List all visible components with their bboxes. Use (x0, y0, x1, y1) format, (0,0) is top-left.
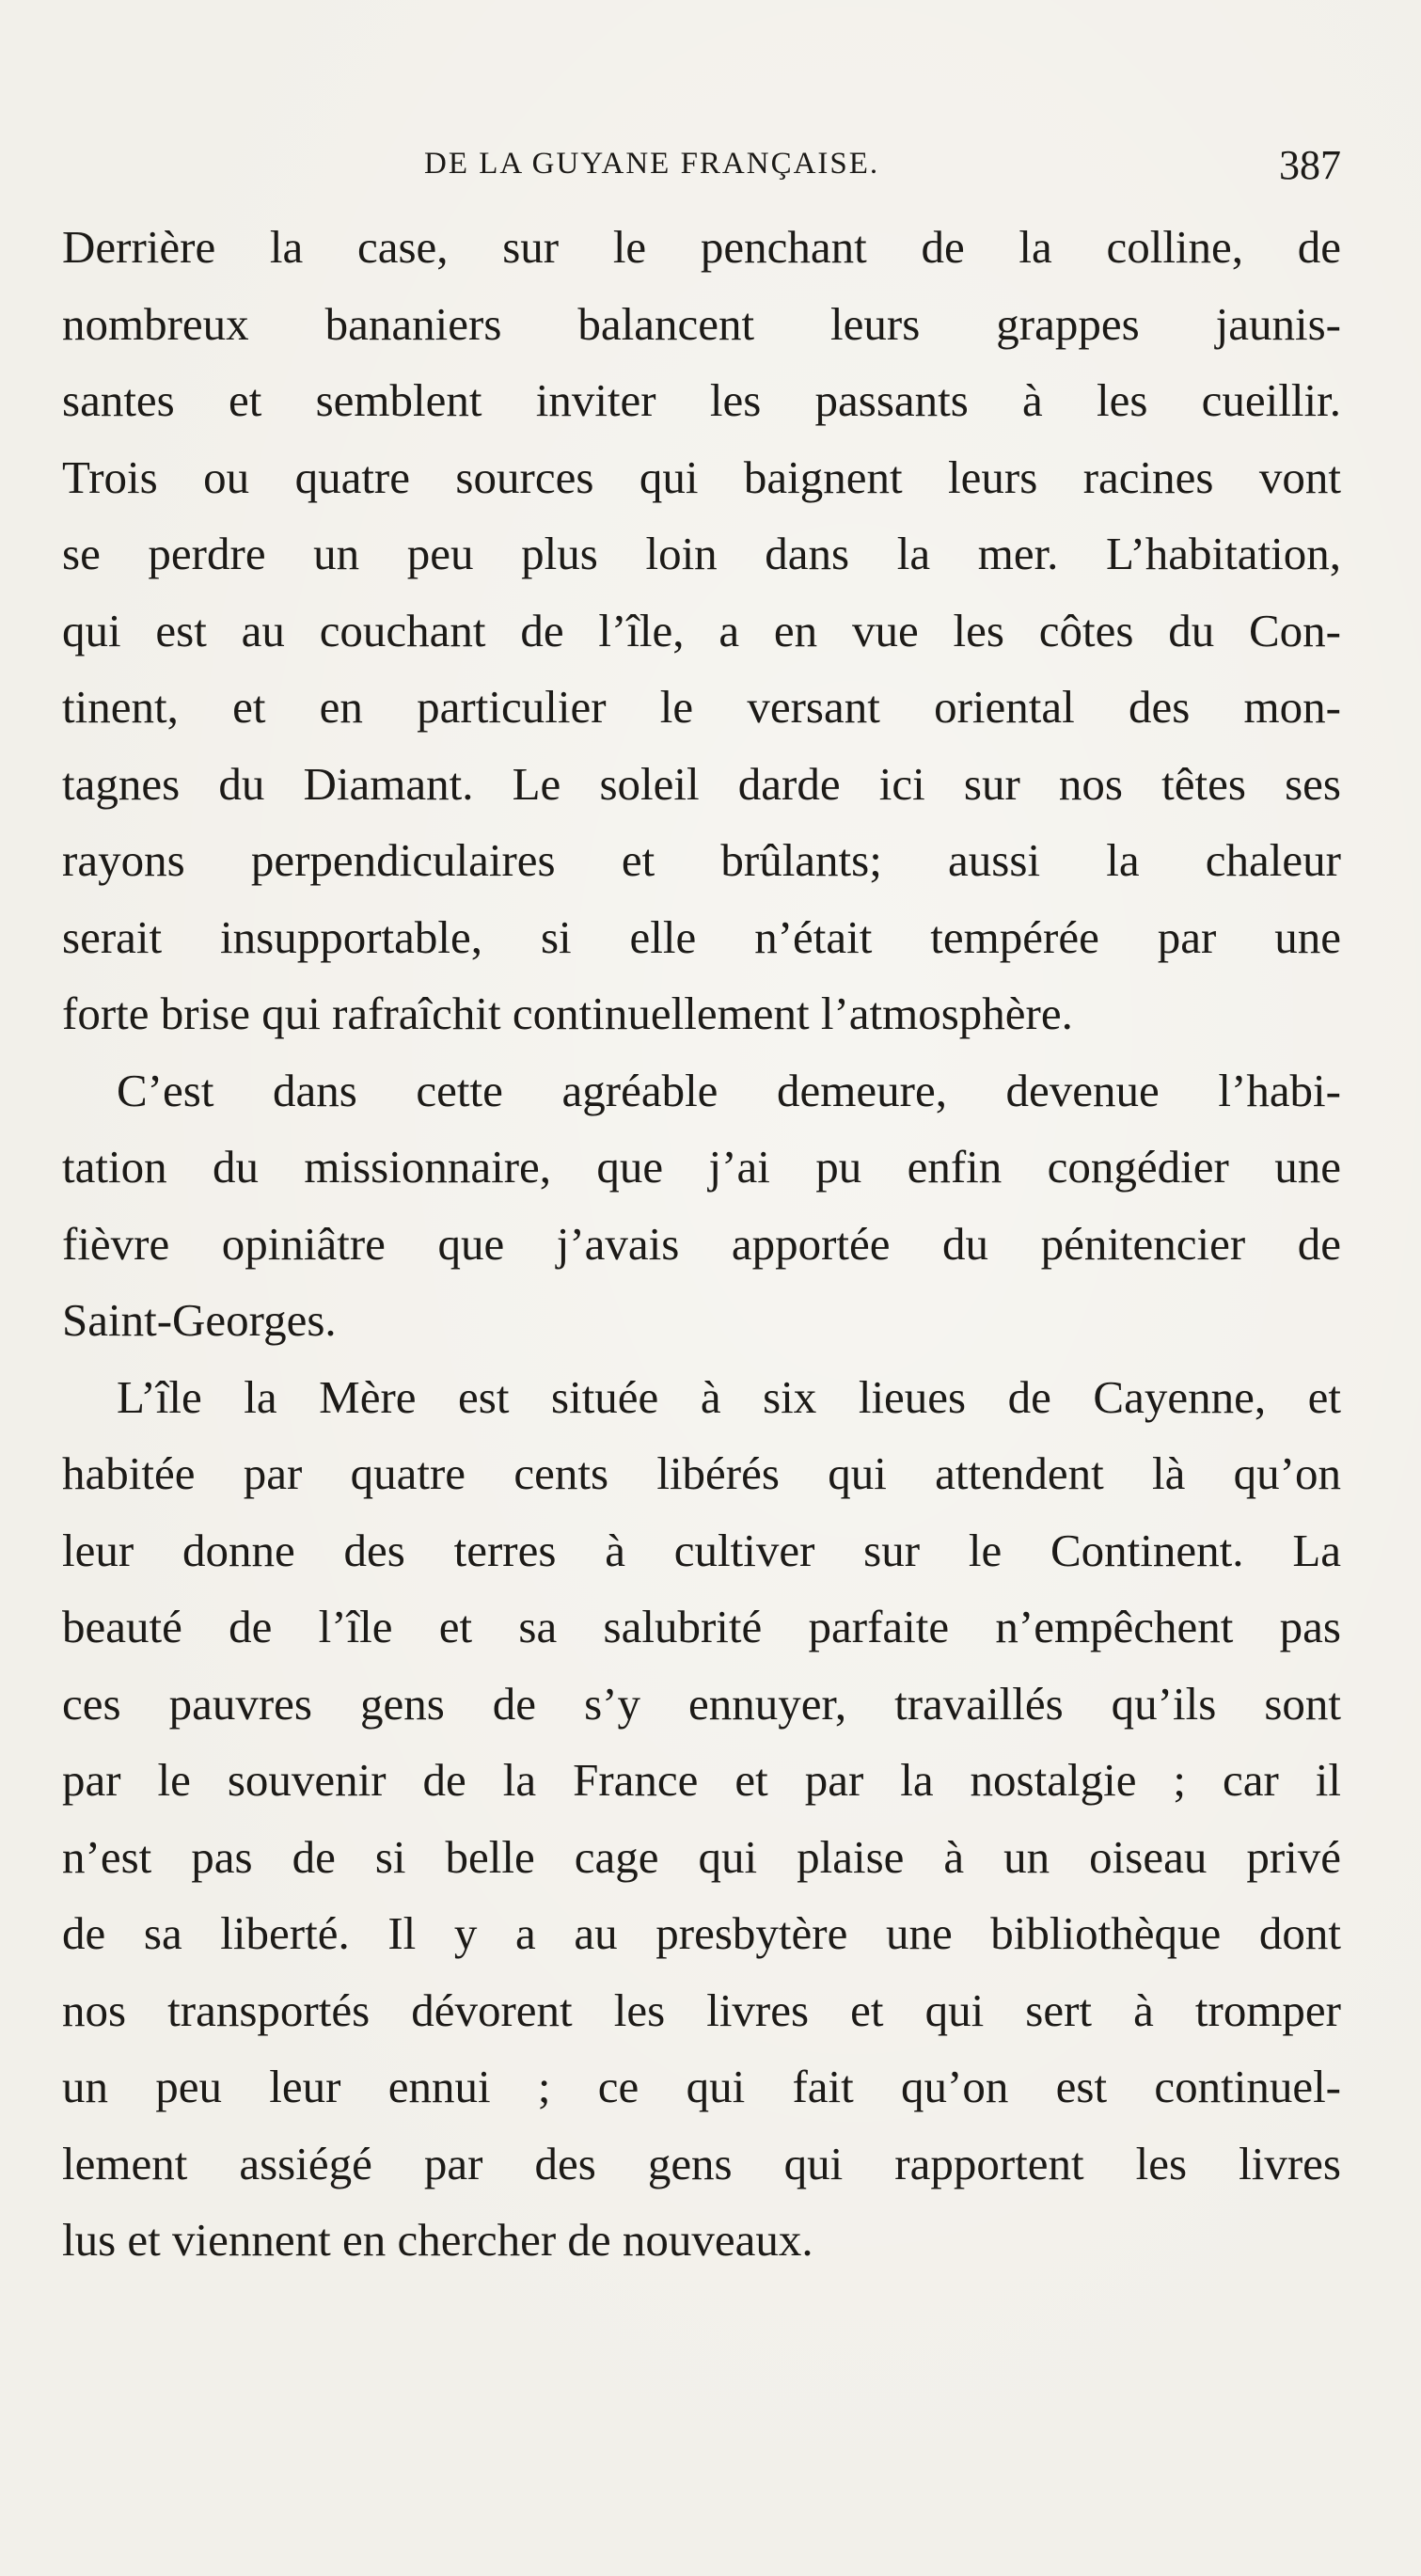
text-line: Saint-Georges. (62, 1294, 337, 1346)
text-line: fièvre opiniâtre que j’avais apportée du pénitencier de (62, 1217, 1341, 1270)
text-line: Derrière la case, sur le penchant de la colline, de (62, 221, 1341, 273)
text-line: lus et viennent en chercher de nouveaux. (62, 2214, 813, 2266)
text-line: tation du missionnaire, que j’ai pu enfin congédier une (62, 1141, 1341, 1193)
text-line: rayons perpendiculaires et brûlants; aussi la chaleur (62, 834, 1341, 886)
text-line: Trois ou quatre sources qui baignent leurs racines vont (62, 450, 1341, 503)
text-line: L’île la Mère est située à six lieues de Cayenne, et (117, 1370, 1341, 1423)
body-text (62, 209, 1341, 2279)
text-line: lement assiégé par des gens qui rapportent les livres (62, 2137, 1341, 2189)
text-line: tinent, et en particulier le versant oriental des mon- (62, 681, 1341, 733)
text-line: beauté de l’île et sa salubrité parfaite n’empêchent pas (62, 1601, 1341, 1652)
text-line: C’est dans cette agréable demeure, devenue l’habi- (117, 1064, 1341, 1116)
text-line: leur donne des terres à cultiver sur le Continent. La (62, 1524, 1341, 1576)
page-number: 387 (1279, 142, 1341, 188)
text-line: n’est pas de si belle cage qui plaise à un oiseau privé (62, 1830, 1341, 1883)
running-head: DE LA GUYANE FRANÇAISE. (424, 147, 880, 181)
text-line: par le souvenir de la France et par la nostalgie ; car il (62, 1754, 1341, 1806)
text-line: santes et semblent inviter les passants à les cueillir. (62, 374, 1341, 426)
page-header (62, 141, 1341, 198)
text-line: serait insupportable, si elle n’était tempérée par une (62, 910, 1341, 963)
text-line: qui est au couchant de l’île, a en vue les côtes du Con- (62, 604, 1341, 656)
text-line: un peu leur ennui ; ce qui fait qu’on est continuel- (62, 2061, 1341, 2112)
text-line: nos transportés dévorent les livres et qui sert à tromper (62, 1983, 1341, 2036)
text-line: forte brise qui rafraîchit continuellement l’atmosphère. (62, 988, 1073, 1039)
text-line: nombreux bananiers balancent leurs grappes jaunis- (62, 297, 1341, 350)
text-line: habitée par quatre cents libérés qui attendent là qu’on (62, 1447, 1341, 1499)
text-line: de sa liberté. Il y a au presbytère une bibliothèque dont (62, 1907, 1341, 1959)
text-line: se perdre un peu plus loin dans la mer. L’habitation, (62, 528, 1341, 579)
text-line: tagnes du Diamant. Le soleil darde ici sur nos têtes ses (62, 757, 1341, 810)
text-line: ces pauvres gens de s’y ennuyer, travaillés qu’ils sont (62, 1677, 1341, 1730)
